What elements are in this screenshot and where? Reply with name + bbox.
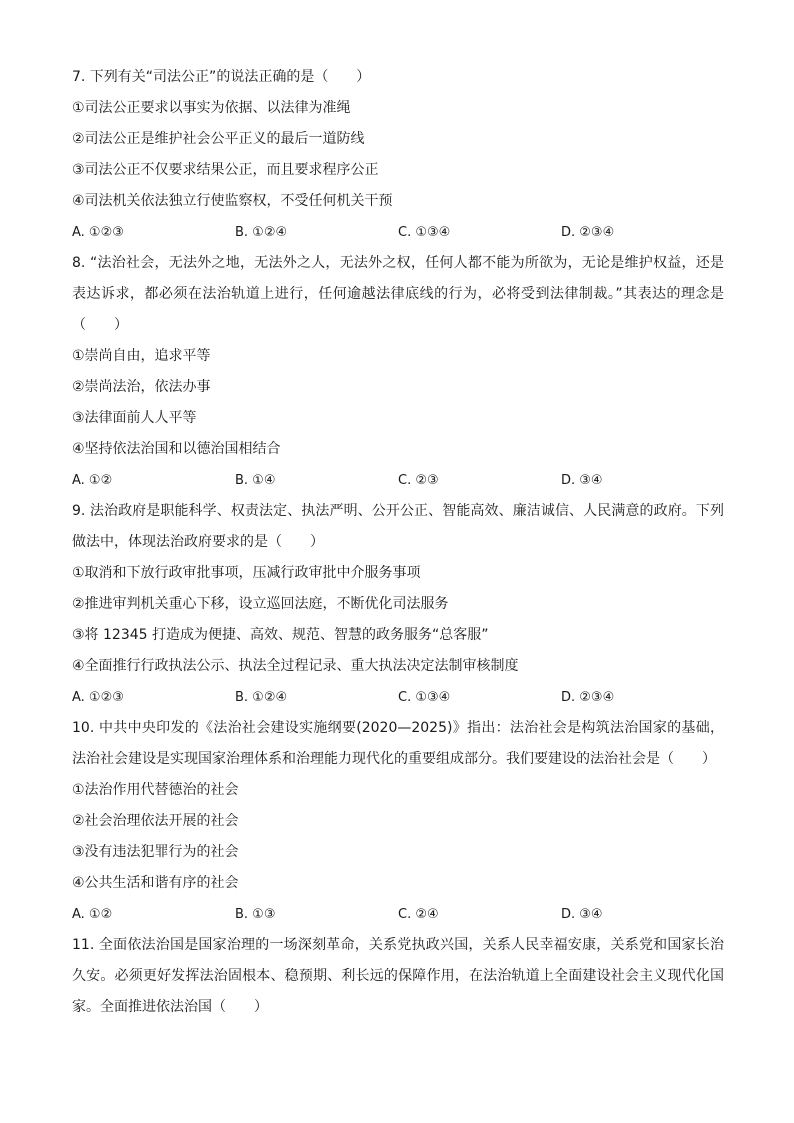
question-8: [72, 248, 724, 496]
option-a: A. ①②: [72, 473, 113, 488]
statement-1: ①司法公正要求以事实为依据、以法律为准绳: [72, 100, 351, 116]
option-b: B. ①③: [235, 907, 276, 922]
option-c: C. ②③: [398, 473, 439, 488]
question-stem: 10. 中共中央印发的《法治社会建设实施纲要(2020—2025)》指出：法治社会是构筑法治国家的基础，法治社会建设是实现国家治理体系和治理能力现代化的重要组成部分。我们要建设的法治社会是（ ）: [72, 720, 724, 767]
option-c: C. ①③④: [398, 690, 451, 705]
option-d: D. ②③④: [561, 225, 615, 240]
statement-1: ①取消和下放行政审批事项，压减行政审批中介服务事项: [72, 565, 421, 581]
question-stem: 8. “法治社会，无法外之地，无法外之人，无法外之权，任何人都不能为所欲为，无论是维护权益，还是表达诉求，都必须在法治轨道上进行，任何逾越法律底线的行为，必将受到法律制裁。”其表达的理念是（ ）: [72, 255, 724, 333]
answer-options: [72, 465, 724, 496]
question-stem: 7. 下列有关“司法公正”的说法正确的是（ ）: [72, 69, 371, 85]
statement-3: ③法律面前人人平等: [72, 410, 197, 426]
exam-page: [72, 62, 724, 1023]
option-d: D. ②③④: [561, 690, 615, 705]
option-a: A. ①②: [72, 907, 113, 922]
option-d: D. ③④: [561, 473, 603, 488]
option-b: B. ①②④: [235, 690, 288, 705]
statement-4: ④坚持依法治国和以德治国相结合: [72, 441, 281, 457]
option-c: C. ②④: [398, 907, 439, 922]
option-b: B. ①④: [235, 473, 276, 488]
statement-2: ②崇尚法治，依法办事: [72, 379, 211, 395]
statement-3: ③司法公正不仅要求结果公正，而且要求程序公正: [72, 162, 379, 178]
option-a: A. ①②③: [72, 225, 124, 240]
option-a: A. ①②③: [72, 690, 124, 705]
question-stem: 11. 全面依法治国是国家治理的一场深刻革命，关系党执政兴国，关系人民幸福安康，关系党和国家长治久安。必须更好发挥法治固根本、稳预期、利长远的保障作用，在法治轨道上全面建设社会主义现代化国家。全面推进依法治国（ ）: [72, 937, 724, 1015]
option-d: D. ③④: [561, 907, 603, 922]
question-10: [72, 713, 724, 930]
question-stem: 9. 法治政府是职能科学、权责法定、执法严明、公开公正、智能高效、廉洁诚信、人民满意的政府。下列做法中，体现法治政府要求的是（ ）: [72, 503, 724, 550]
question-9: [72, 496, 724, 713]
answer-options: [72, 217, 724, 248]
statement-2: ②社会治理依法开展的社会: [72, 813, 239, 829]
statement-2: ②推进审判机关重心下移，设立巡回法庭，不断优化司法服务: [72, 596, 449, 612]
statement-1: ①崇尚自由，追求平等: [72, 348, 211, 364]
answer-options: [72, 899, 724, 930]
statement-3: ③将 12345 打造成为便捷、高效、规范、智慧的政务服务“总客服”: [72, 627, 489, 643]
option-c: C. ①③④: [398, 225, 451, 240]
answer-options: [72, 682, 724, 713]
statement-4: ④全面推行行政执法公示、执法全过程记录、重大执法决定法制审核制度: [72, 658, 519, 674]
option-b: B. ①②④: [235, 225, 288, 240]
statement-3: ③没有违法犯罪行为的社会: [72, 844, 239, 860]
statement-2: ②司法公正是维护社会公平正义的最后一道防线: [72, 131, 365, 147]
statement-1: ①法治作用代替德治的社会: [72, 782, 239, 798]
question-11: [72, 930, 724, 1023]
question-7: [72, 62, 724, 248]
statement-4: ④公共生活和谐有序的社会: [72, 875, 239, 891]
statement-4: ④司法机关依法独立行使监察权，不受任何机关干预: [72, 193, 393, 209]
